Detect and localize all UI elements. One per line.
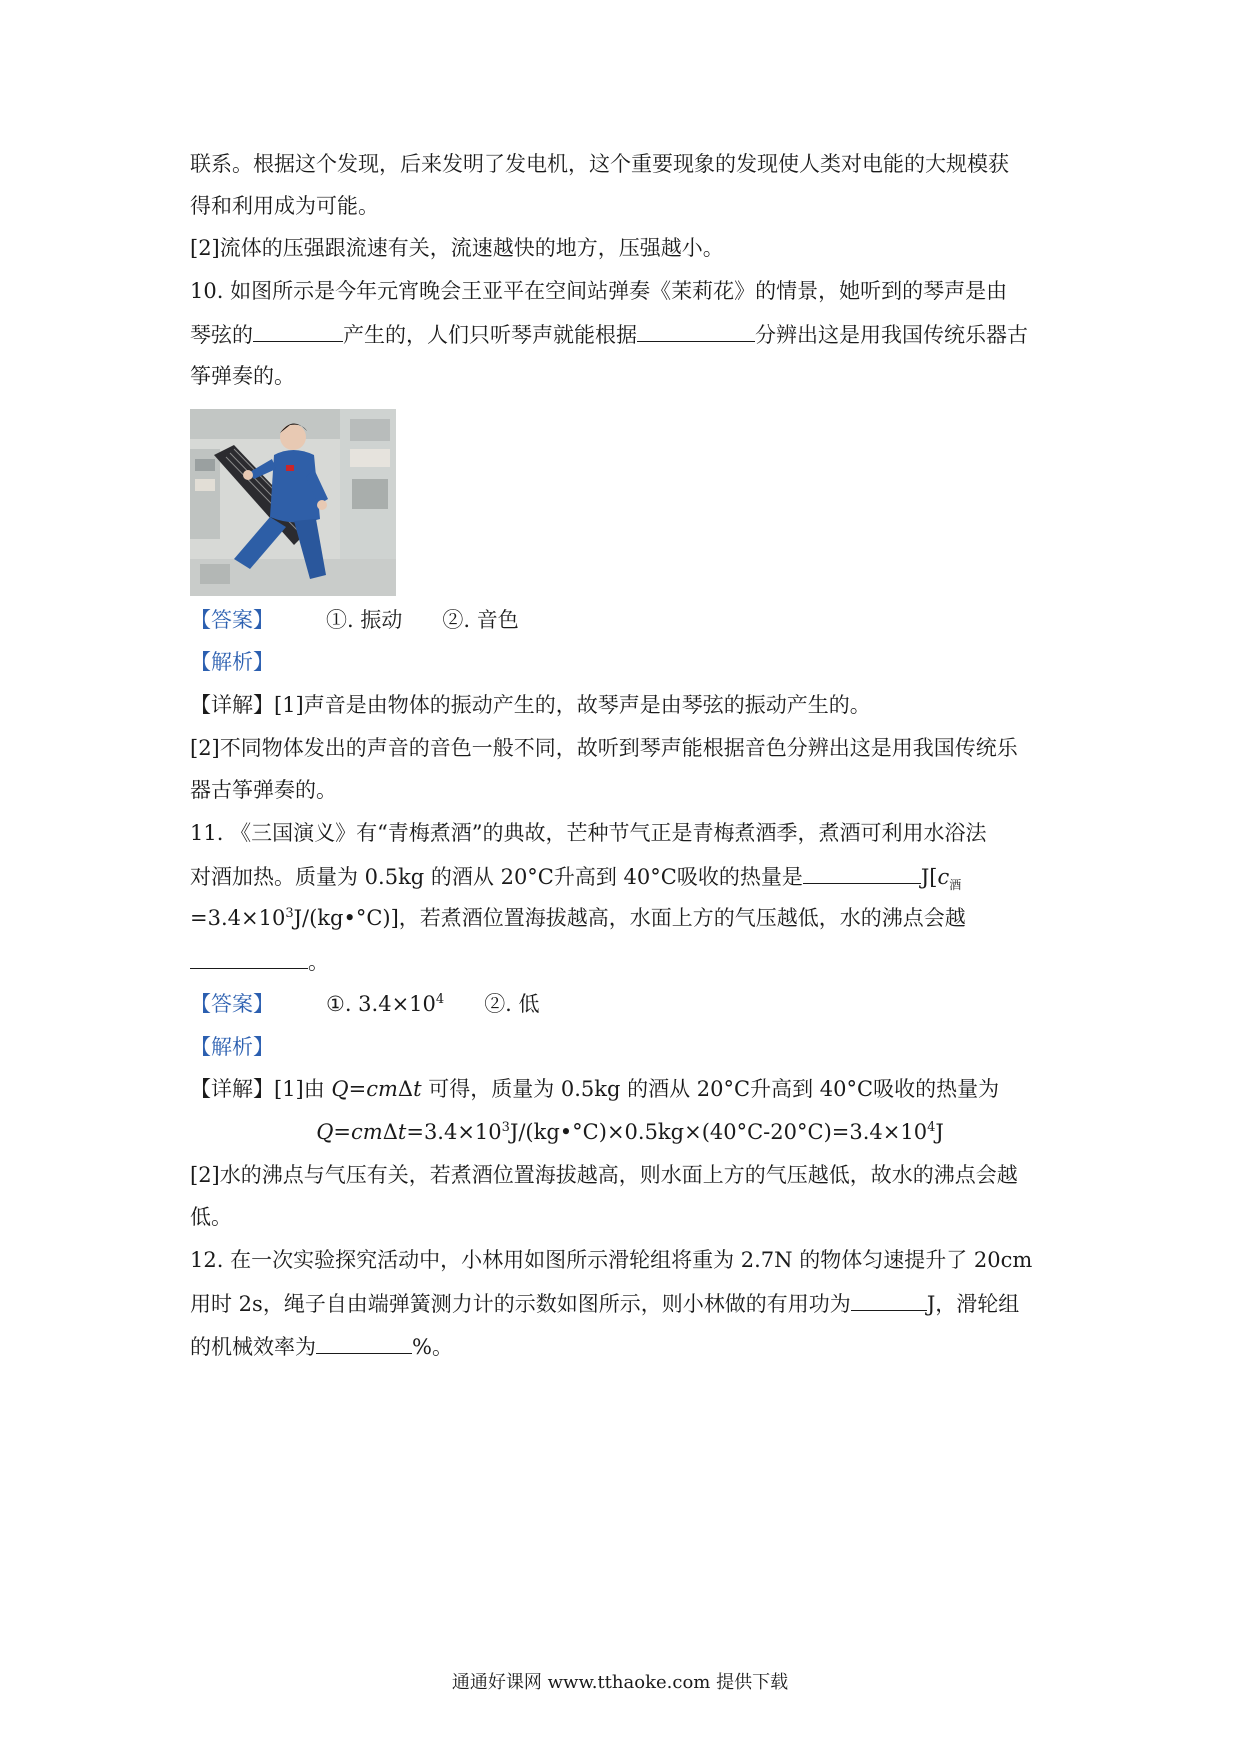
paragraph-line: 联系。根据这个发现，后来发明了发电机，这个重要现象的发现使人类对电能的大规模获	[190, 152, 1009, 176]
question-11-formula: $Q=cm\Delta t=3.4\times 10^3J/(kg•^\circ C)\times 0.5kg\times(40^\circ C-20^\circ C)=3.4\times 10^4J$	[316, 1120, 944, 1144]
question-10-detail-2: [2]不同物体发出的声音的音色一般不同，故听到琴声能根据音色分辨出这是用我国传统乐	[190, 736, 1018, 760]
answer-blank	[851, 1288, 927, 1311]
question-11-answer: 【答案】 ①. $3.4\times 10^4$ ②. 低	[190, 992, 540, 1016]
answer-blank	[190, 946, 308, 969]
answer-blank	[316, 1331, 412, 1354]
question-11-detail-2-cont: 低。	[190, 1205, 232, 1229]
question-10-detail-1: 【详解】[1]声音是由物体的振动产生的，故琴声是由琴弦的振动产生的。	[190, 693, 871, 717]
detail-tag: 【详解】	[190, 1077, 274, 1101]
question-12-stem-line3: 的机械效率为 %。	[190, 1331, 1070, 1362]
paragraph-line: 得和利用成为可能。	[190, 194, 379, 218]
answer-tag: 【答案】	[190, 608, 274, 632]
question-11-stem-line4: 。	[190, 946, 1070, 977]
analysis-tag: 【解析】	[190, 1035, 274, 1059]
question-11-detail-1: 【详解】[1]由 Q=cmΔt 可得，质量为 0.5kg 的酒从 20°C升高到 40°C吸收的热量为	[190, 1077, 1000, 1101]
question-12-stem-line2: 用时 2s，绳子自由端弹簧测力计的示数如图所示，则小林做的有用功为 J，滑轮组	[190, 1288, 1070, 1319]
question-10-detail-2-cont: 器古筝弹奏的。	[190, 778, 337, 802]
footer-watermark: 通通好课网 www.tthaoke.com 提供下载	[451, 1672, 789, 1693]
paragraph-line: [2]流体的压强跟流速有关，流速越快的地方，压强越小。	[190, 236, 724, 260]
question-11-stem: 11. 《三国演义》有“青梅煮酒”的典故，芒种节气正是青梅煮酒季，煮酒可利用水浴法	[190, 821, 987, 845]
question-10-analysis	[190, 647, 1070, 677]
question-10-stem-line3: 筝弹奏的。	[190, 364, 295, 388]
analysis-tag: 【解析】	[190, 650, 274, 674]
question-11-stem-line2: 对酒加热。质量为 0.5kg 的酒从 20°C升高到 40°C吸收的热量是 $J[c_酒$	[190, 861, 1070, 892]
question-11-stem-line3: $=3.4\times 10^3J/(kg•^\circ C)$]，若煮酒位置海拔越高，水面上方的气压越低，水的沸点会越	[190, 906, 966, 930]
answer-blank	[637, 319, 755, 342]
question-10-stem-line2: 琴弦的 产生的，人们只听琴声就能根据 分辨出这是用我国传统乐器古	[190, 319, 1070, 350]
question-12-stem: 12. 在一次实验探究活动中，小林用如图所示滑轮组将重为 2.7N 的物体匀速提升了 20cm	[190, 1248, 1033, 1272]
answer-blank	[803, 861, 921, 884]
question-10-stem: 10. 如图所示是今年元宵晚会王亚平在空间站弹奏《茉莉花》的情景，她听到的琴声是由	[190, 279, 1008, 303]
question-10-answer: 【答案】 ①. 振动 ②. 音色	[190, 608, 519, 632]
answer-tag: 【答案】	[190, 992, 274, 1016]
space-station-guzheng-photo	[190, 409, 396, 596]
answer-blank	[253, 319, 343, 342]
photo-illustration	[190, 409, 396, 596]
detail-tag: 【详解】	[190, 693, 274, 717]
question-11-detail-2: [2]水的沸点与气压有关，若煮酒位置海拔越高，则水面上方的气压越低，故水的沸点会越	[190, 1163, 1018, 1187]
question-11-analysis	[190, 1032, 1070, 1062]
